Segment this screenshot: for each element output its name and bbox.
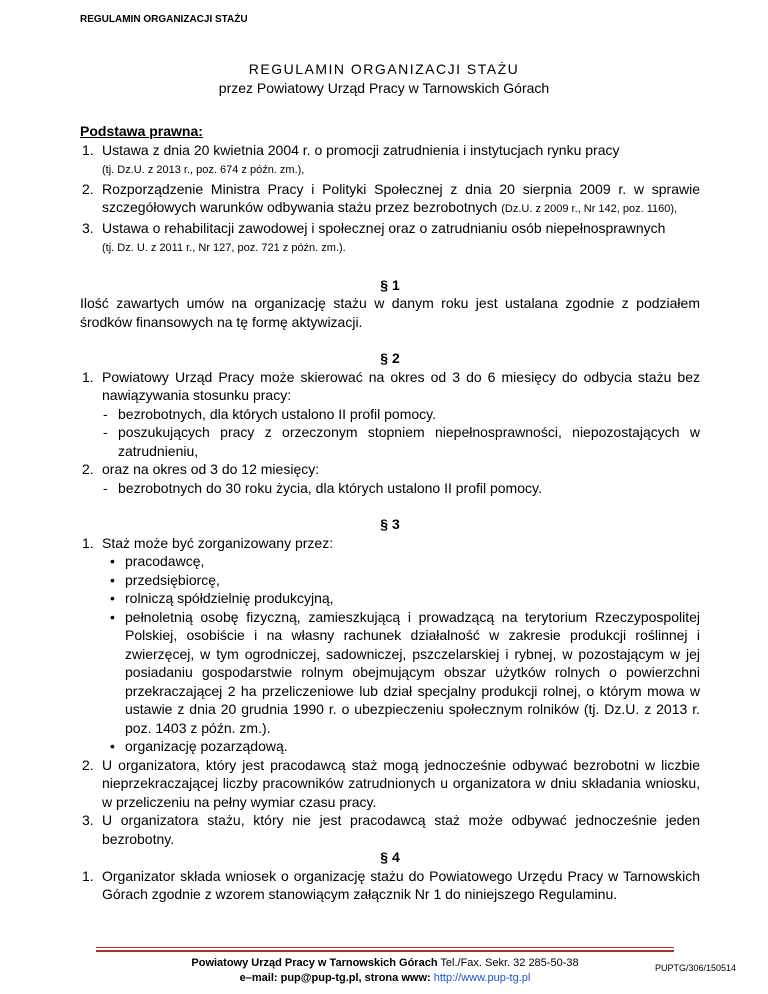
bullet-icon: • bbox=[110, 590, 115, 606]
footer-divider bbox=[96, 947, 674, 948]
point-text: Organizator składa wniosek o organizację stażu do Powiatowego Urzędu Pracy w Tarnowskich Górach zgodnie z wzorem stanowiącym załącznik Nr 1 do niniejszego Regulaminu. bbox=[102, 867, 700, 902]
bullet-item: • pełnoletnią osobę fizyczną, zamieszkującą i prowadzącą na terytorium Rzeczypospolitej Polskiej, osobiście i na własny rachunek działalność w zakresie produkcji roślinnej i zwierzęcej, w tym ogrodniczej, sadowniczej, pszczelarskiej i rybnej, w pozostającym w jej posiadaniu gospodarstwie rolnym obejmującym obszar użytków rolnych o powierzchni przekraczającej 2 ha przeliczeniowe lub dział specjalny produkcji rolnej, o którym mowa w ustawie z dnia 20 grudnia 1990 r. o ubezpieczeniu społecznym rolników (tj. Dz.U. z 2013 r. poz. 1403 z późn. zm.). bbox=[110, 608, 700, 736]
point-number: 3. bbox=[82, 812, 94, 828]
basis-item bbox=[80, 180, 700, 219]
section-3-point bbox=[80, 534, 700, 553]
point-number: 2. bbox=[82, 461, 94, 477]
section-3-point bbox=[80, 811, 700, 848]
bullet-item: • przedsiębiorcę, bbox=[110, 571, 220, 588]
section-3-point bbox=[80, 756, 700, 812]
section-4-point bbox=[80, 867, 700, 904]
point-number: 1. bbox=[82, 534, 94, 551]
item-number: 1. bbox=[82, 141, 94, 158]
point-number: 1. bbox=[82, 867, 94, 884]
bullet-item: • pracodawcę, bbox=[110, 553, 205, 569]
item-text: Rozporządzenie Ministra Pracy i Polityki Społecznej z dnia 20 sierpnia 2009 r. w sprawie szczegółowych warunków odbywania stażu przez bezrobotnych bbox=[102, 180, 700, 215]
point-text: U organizatora stażu, który nie jest pracodawcą staż może odbywać jednocześnie jeden bezrobotny. bbox=[102, 812, 700, 847]
point-number: 2. bbox=[82, 756, 94, 773]
section-4-heading: § 4 bbox=[380, 849, 400, 865]
bullet-icon: • bbox=[110, 608, 115, 625]
point-number: 1. bbox=[82, 368, 94, 385]
item-ref: (tj. Dz.U. z 2013 r., poz. 674 z późn. zm.), bbox=[102, 164, 305, 176]
section-2-point bbox=[80, 460, 700, 479]
document-body bbox=[80, 122, 700, 904]
footer-org: Powiatowy Urząd Pracy w Tarnowskich Górach bbox=[191, 957, 438, 969]
section-1-text: Ilość zawartych umów na organizację stażu w danym roku jest ustalana zgodnie z podziałem środków finansowych na tę formę aktywizacji. bbox=[80, 295, 700, 330]
footer bbox=[150, 956, 620, 986]
footer-phone: Tel./Fax. Sekr. 32 285-50-38 bbox=[437, 957, 579, 969]
bullet-item: • organizację pozarządową. bbox=[110, 738, 288, 754]
footer-divider bbox=[96, 950, 674, 952]
document-title bbox=[0, 60, 768, 98]
section-2-point bbox=[80, 368, 700, 405]
section-2-heading: § 2 bbox=[380, 350, 400, 366]
basis-heading: Podstawa prawna: bbox=[80, 123, 203, 139]
item-ref: (Dz.U. z 2009 r., Nr 142, poz. 1160), bbox=[501, 203, 678, 215]
basis-item bbox=[80, 219, 700, 258]
bullet-icon: • bbox=[110, 553, 115, 569]
dash-item: - poszukujących pracy z orzeczonym stopniem niepełnosprawności, niepozostających w zatrudnieniu, bbox=[103, 424, 700, 459]
point-text: U organizatora, który jest pracodawcą staż mogą jednocześnie odbywać bezrobotni w liczbie nieprzekraczającej liczby pracowników zatrudnionych u organizatora w dniu składania wniosku, w przeliczeniu na pełny wymiar czasu pracy. bbox=[102, 756, 700, 810]
item-number: 2. bbox=[82, 180, 94, 197]
item-text: Ustawa o rehabilitacji zawodowej i społecznej oraz o zatrudnianiu osób niepełnosprawnych bbox=[102, 219, 666, 236]
point-text: Powiatowy Urząd Pracy może skierować na okres od 3 do 6 miesięcy do odbycia stażu bez nawiązywania stosunku pracy: bbox=[102, 368, 700, 403]
point-text: oraz na okres od 3 do 12 miesięcy: bbox=[102, 461, 320, 477]
running-header: REGULAMIN ORGANIZACJI STAŻU bbox=[80, 14, 248, 25]
document-code: PUPTG/306/150514 bbox=[655, 963, 737, 973]
dash-item: - bezrobotnych do 30 roku życia, dla których ustalono II profil pomocy. bbox=[103, 479, 542, 496]
dash-item: - bezrobotnych, dla których ustalono II profil pomocy. bbox=[103, 405, 437, 422]
section-3-heading: § 3 bbox=[380, 516, 400, 532]
footer-email: e–mail: pup@pup-tg.pl, strona www: bbox=[239, 972, 434, 984]
footer-website-link[interactable]: http://www.pup-tg.pl bbox=[433, 972, 531, 984]
item-text: Ustawa z dnia 20 kwietnia 2004 r. o promocji zatrudnienia i instytucjach rynku pracy bbox=[102, 141, 620, 158]
bullet-item: • rolniczą spółdzielnię produkcyjną, bbox=[110, 590, 334, 606]
item-ref: (tj. Dz. U. z 2011 r., Nr 127, poz. 721 z późn. zm.). bbox=[102, 242, 346, 254]
bullet-icon: • bbox=[110, 738, 115, 754]
title-line-1: REGULAMIN ORGANIZACJI STAŻU bbox=[248, 61, 520, 77]
item-number: 3. bbox=[82, 219, 94, 236]
bullet-icon: • bbox=[110, 571, 115, 588]
point-text: Staż może być zorganizowany przez: bbox=[102, 534, 334, 551]
section-1-heading: § 1 bbox=[380, 276, 400, 293]
basis-item bbox=[80, 141, 700, 180]
title-line-2: przez Powiatowy Urząd Pracy w Tarnowskich Górach bbox=[218, 80, 550, 96]
